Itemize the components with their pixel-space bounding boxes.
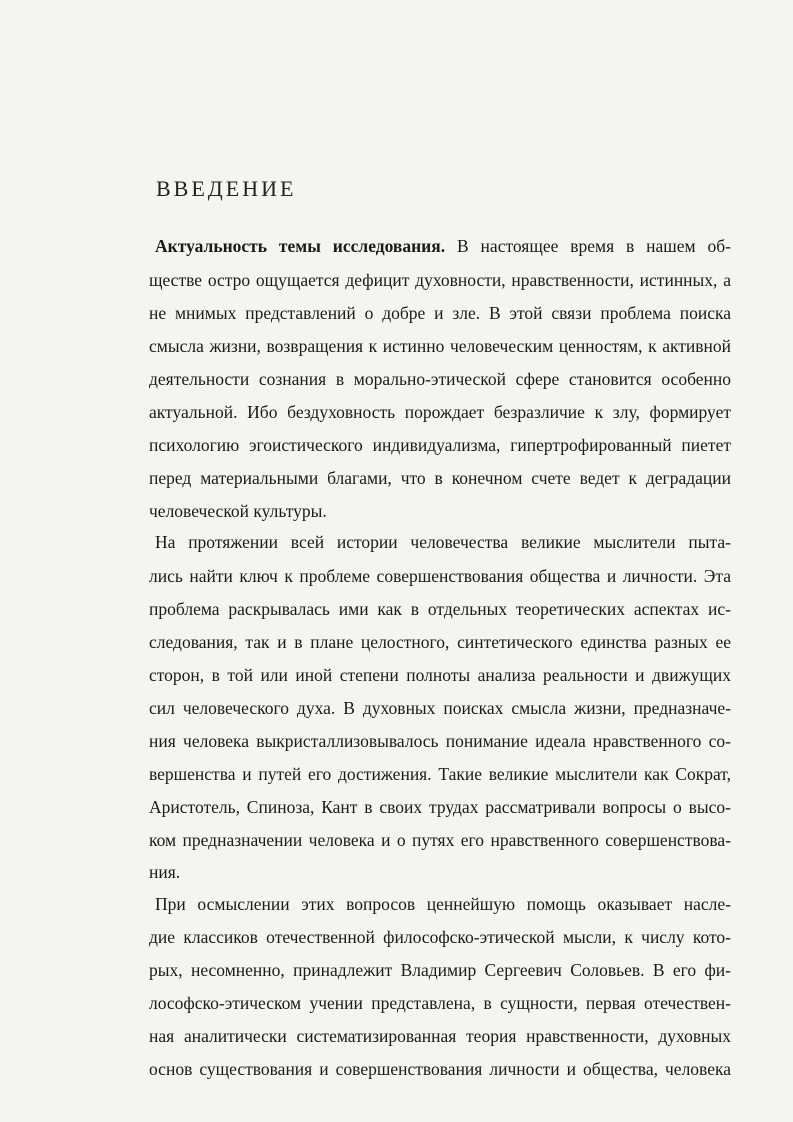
p1-line: психологию эгоистического индивидуализма, гипертрофированный пиетет xyxy=(149,435,731,455)
p1-line: перед материальными благами, что в конечном счете ведет к деградации xyxy=(149,468,731,488)
p1-line: смысла жизни, возвращения к истинно человеческим ценностям, к активной xyxy=(149,336,731,356)
p2-line: ния человека выкристаллизовывалось понимание идеала нравственного со- xyxy=(149,731,731,751)
p2-line: На протяжении всей истории человечества великие мыслители пыта- xyxy=(155,532,731,552)
p2-line: проблема раскрывалась ими как в отдельных теоретических аспектах ис- xyxy=(149,599,731,619)
p2-line: ком предназначении человека и о путях его нравственного совершенствова- xyxy=(149,830,731,850)
p3-line: При осмыслении этих вопросов ценнейшую помощь оказывает насле- xyxy=(155,894,731,914)
p3-line: лософско-этическом учении представлена, в сущности, первая отечествен- xyxy=(149,993,731,1013)
p2-line: ния. xyxy=(149,862,181,882)
p2-line: сторон, в той или иной степени полноты анализа реальности и движущих xyxy=(149,665,731,685)
p1-line xyxy=(155,236,731,258)
p2-line: следования, так и в плане целостного, синтетического единства разных ее xyxy=(149,632,731,652)
p2-line: Аристотель, Спиноза, Кант в своих трудах рассматривали вопросы о высо- xyxy=(149,797,731,817)
p1-line: актуальной. Ибо бездуховность порождает безразличие к злу, формирует xyxy=(149,402,731,422)
p2-line: лись найти ключ к проблеме совершенствования общества и личности. Эта xyxy=(149,566,731,586)
p2-line: вершенства и путей его достижения. Такие великие мыслители как Сократ, xyxy=(149,764,731,784)
p1-line: не мнимых представлений о добре и зле. В этой связи проблема поиска xyxy=(149,303,731,323)
p1-line-text: В настоящее время в нашем об- xyxy=(445,236,731,256)
p3-line: дие классиков отечественной философско-этической мысли, к числу кото- xyxy=(149,927,731,947)
section-lead-bold: Актуальность темы исследования. xyxy=(155,236,446,256)
p2-line: сил человеческого духа. В духовных поисках смысла жизни, предназначе- xyxy=(149,698,731,718)
p3-line: ная аналитически систематизированная теория нравственности, духовных xyxy=(149,1026,731,1046)
p3-line: рых, несомненно, принадлежит Владимир Сергеевич Соловьев. В его фи- xyxy=(149,960,731,980)
p1-line: деятельности сознания в морально-этической сфере становится особенно xyxy=(149,369,731,389)
p1-line: ществе остро ощущается дефицит духовности, нравственности, истинных, а xyxy=(149,270,731,290)
p3-line: основ существования и совершенствования личности и общества, человека xyxy=(149,1059,731,1079)
section-heading: ВВЕДЕНИЕ xyxy=(156,176,297,201)
p1-line: человеческой культуры. xyxy=(149,501,327,521)
